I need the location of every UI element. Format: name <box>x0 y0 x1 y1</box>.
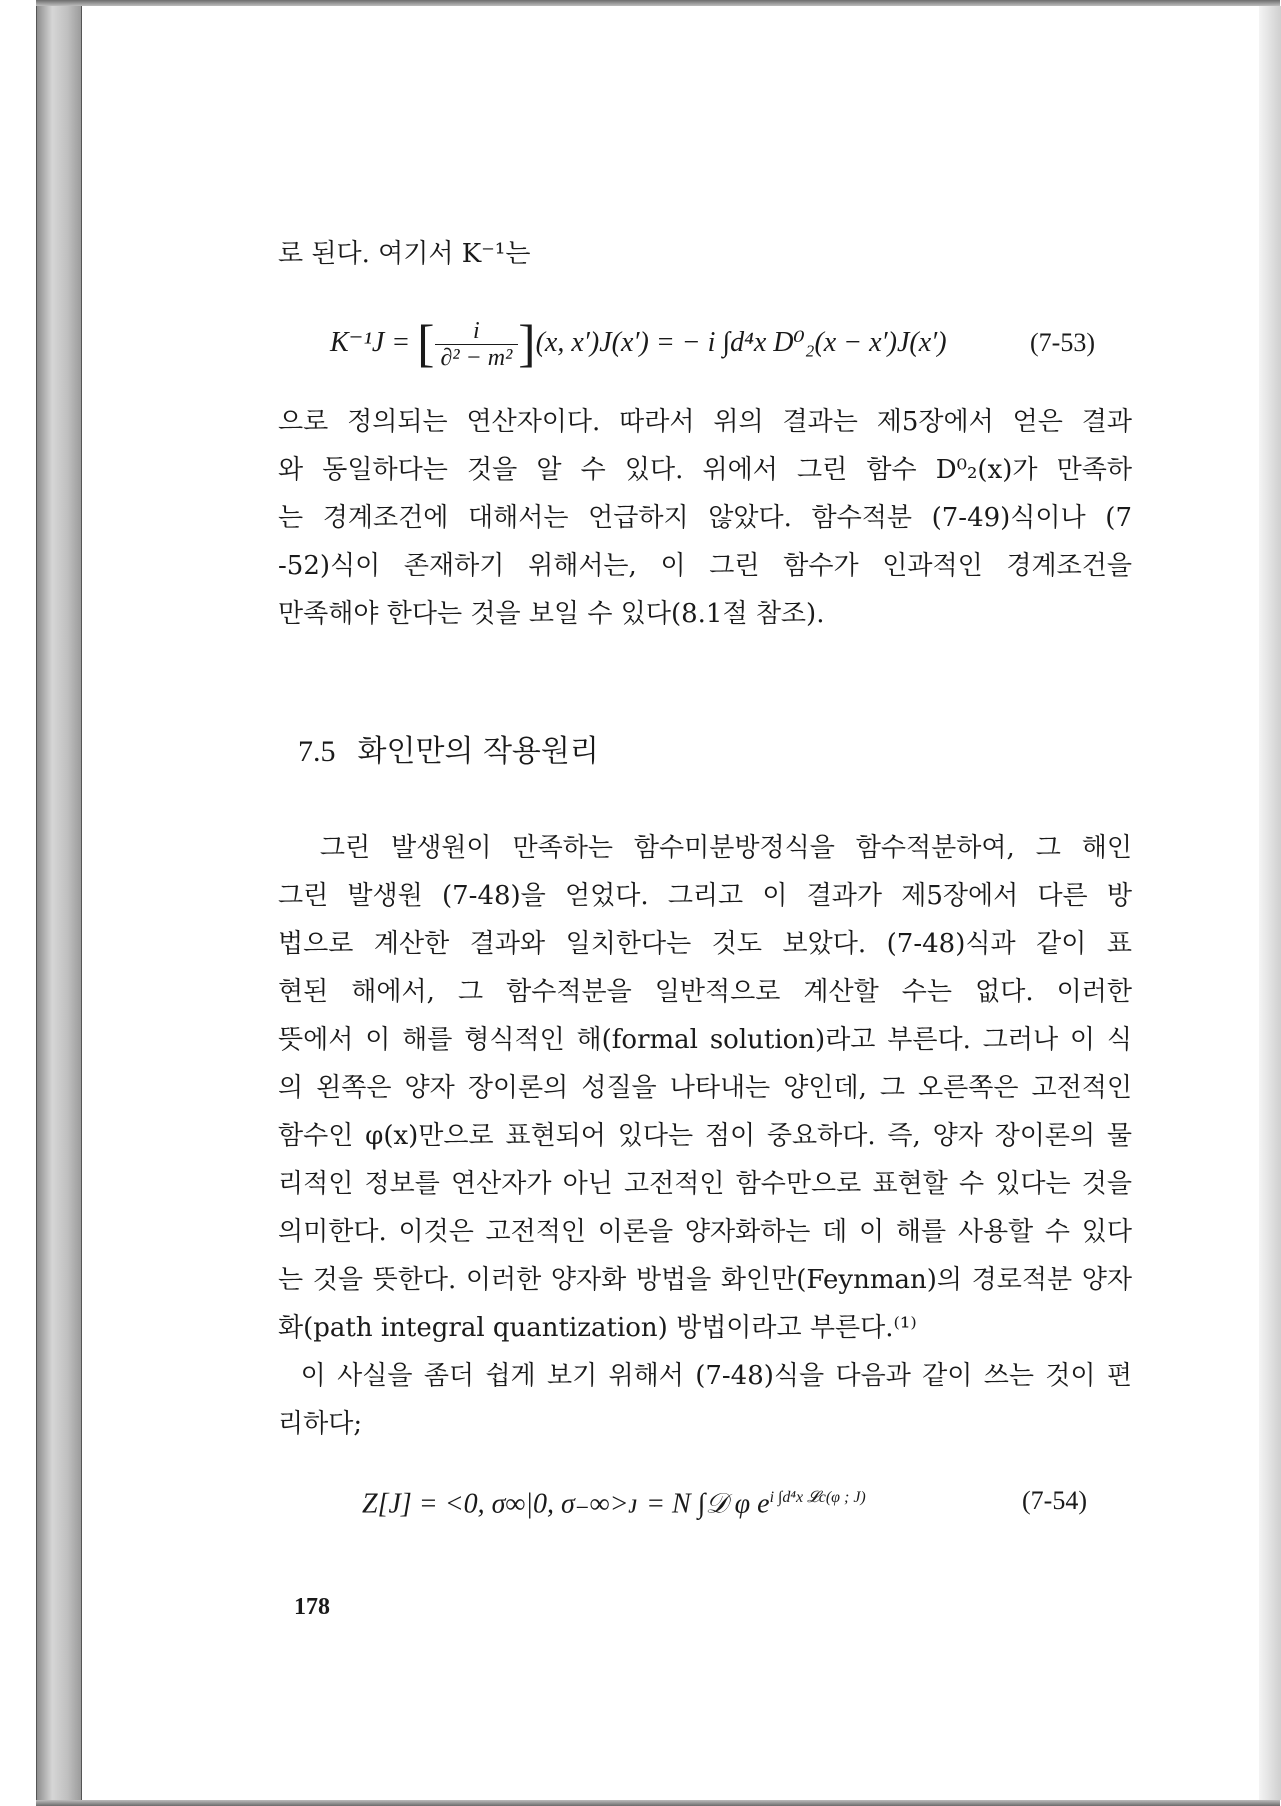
fraction-denominator: ∂² − m² <box>440 345 513 371</box>
right-bracket-icon: ] <box>518 315 536 373</box>
para2-line-8: 리적인 정보를 연산자가 아닌 고전적인 함수만으로 표현할 수 있다는 것을 <box>278 1169 1132 1199</box>
para3-line-1: 이 사실을 좀더 쉽게 보기 위해서 (7-48)식을 다음과 같이 쓰는 것이 편 <box>278 1361 1132 1391</box>
equation-number-7-53: (7-53) <box>1030 328 1095 357</box>
para2-line-6: 의 왼쪽은 양자 장이론의 성질을 나타내는 양인데, 그 오른쪽은 고전적인 <box>278 1073 1132 1103</box>
eq-54-exponent: i ∫d⁴x 𝓛c(φ ; J) <box>769 1489 866 1506</box>
para1-line-2: 와 동일하다는 것을 알 수 있다. 위에서 그린 함수 D⁰₂(x)가 만족하 <box>278 455 1132 485</box>
equation-7-54 <box>362 1478 866 1524</box>
para2-line-5: 뜻에서 이 해를 형식적인 해(formal solution)라고 부른다. 그러나 이 식 <box>278 1025 1132 1055</box>
para1-line-1: 으로 정의되는 연산자이다. 따라서 위의 결과는 제5장에서 얻은 결과 <box>278 407 1132 437</box>
eq-54-body: Z[J] = <0, σ∞|0, σ₋∞>ᴊ = N ∫𝒟 φ e <box>362 1488 770 1520</box>
page-number: 178 <box>294 1594 330 1620</box>
intro-line: 로 된다. 여기서 K⁻¹는 <box>278 239 531 269</box>
para2-line-3: 법으로 계산한 결과와 일치한다는 것도 보았다. (7-48)식과 같이 표 <box>278 929 1132 959</box>
para2-line-9: 의미한다. 이것은 고전적인 이론을 양자화하는 데 이 해를 사용할 수 있다 <box>278 1217 1132 1247</box>
eq-53-rhs: (x, x′)J(x′) = − i ∫d⁴x D⁰₂(x − x′)J(x′) <box>535 326 947 358</box>
para2-line-2: 그린 발생원 (7-48)을 얻었다. 그리고 이 결과가 제5장에서 다른 방 <box>278 881 1132 911</box>
para3-line-2: 리하다; <box>278 1409 363 1439</box>
page-edge-shadow <box>1259 6 1281 1800</box>
eq-53-lhs: K⁻¹J = <box>330 326 411 358</box>
para2-line-11: 화(path integral quantization) 방법이라고 부른다.⁽¹⁾ <box>278 1313 917 1343</box>
section-title: 화인만의 작용원리 <box>357 734 599 769</box>
para1-line-5: 만족해야 한다는 것을 보일 수 있다(8.1절 참조). <box>278 599 825 629</box>
book-spine <box>36 4 82 1802</box>
equation-7-53 <box>330 315 947 373</box>
para1-line-3: 는 경계조건에 대해서는 언급하지 않았다. 함수적분 (7-49)식이나 (7 <box>278 503 1132 533</box>
section-heading <box>298 732 599 772</box>
eq-53-fraction <box>435 318 519 371</box>
book-bottom-edge <box>36 1800 1280 1806</box>
fraction-numerator: i <box>435 318 519 345</box>
para2-line-7: 함수인 φ(x)만으로 표현되어 있다는 점이 중요하다. 즉, 양자 장이론의 물 <box>278 1121 1132 1151</box>
section-number: 7.5 <box>298 735 336 768</box>
equation-number-7-54: (7-54) <box>1022 1486 1087 1515</box>
para2-line-10: 는 것을 뜻한다. 이러한 양자화 방법을 화인만(Feynman)의 경로적분 양자 <box>278 1265 1132 1295</box>
left-bracket-icon: [ <box>417 315 435 373</box>
para2-line-4: 현된 해에서, 그 함수적분을 일반적으로 계산할 수는 없다. 이러한 <box>278 977 1132 1007</box>
para2-line-1: 그린 발생원이 만족하는 함수미분방정식을 함수적분하여, 그 해인 <box>278 833 1132 863</box>
para1-line-4: -52)식이 존재하기 위해서는, 이 그린 함수가 인과적인 경계조건을 <box>278 551 1132 581</box>
